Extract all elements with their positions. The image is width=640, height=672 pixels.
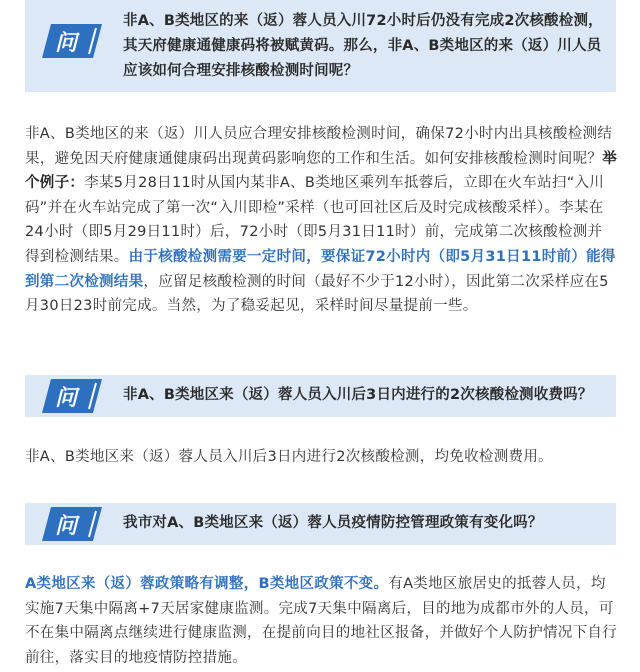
question-badge-icon [42, 507, 102, 541]
question-badge-glyph: 问 [54, 31, 78, 56]
answer-highlight: A类地区来（返）蓉政策略有调整，B类地区政策不变。 [25, 576, 389, 592]
question-badge-glyph: 问 [54, 386, 78, 411]
answer-text: 非A、B类地区的来（返）川人员应合理安排核酸检测时间，确保72小时内出具核酸检测结果，避免因天府健康通健康码出现黄码影响您的工作和生活。如何安排核酸检测时间呢？ [25, 126, 613, 167]
question-badge-glyph: 问 [54, 514, 78, 539]
answer-text: ，应留足核酸检测的时间（最好不少于12小时），因此第二次采样应在5月30日23时前完成。当然，为了稳妥起见，采样时间尽量提前一些。 [25, 273, 609, 315]
question-text: 非A、B类地区来（返）蓉人员入川后3日内进行的2次核酸检测收费吗？ [123, 387, 593, 403]
answer-paragraph-2 [25, 445, 617, 470]
question-text: 我市对A、B类地区来（返）蓉人员疫情防控管理政策有变化吗？ [123, 515, 543, 531]
question-badge-icon [42, 379, 102, 413]
answer-paragraph-1 [25, 122, 617, 319]
answer-text: 有A类地区旅居史的抵蓉人员，均实施7天集中隔离+7天居家健康监测。完成7天集中隔离后，目的地为成都市外的人员，可不在集中隔离点继续进行健康监测，在提前向目的地社区报备，并做好个人防护情况下自行前往，落实目的地疫情防控措施。 [25, 576, 617, 666]
answer-text: 非A、B类地区来（返）蓉人员入川后3日内进行2次核酸检测，均免收检测费用。 [25, 449, 553, 465]
answer-text: 李某5月28日11时从国内某非A、B类地区乘列车抵蓉后，立即在火车站扫“入川码”并在火车站完成了第一次“入川即检”采样（也可回社区后及时完成核酸采样）。李某在24小时（即5月29日11时）后，72小时（即5月31日11时）前，完成第二次核酸检测并得到检测结果。 [25, 175, 605, 265]
question-bar-1 [25, 0, 616, 92]
answer-highlight: 由于核酸检测需要一定时间，要保证72小时内（即5月31日11时前）能得到第二次检测结果 [25, 248, 616, 290]
question-badge-icon [42, 24, 102, 58]
question-text: 非A、B类地区的来（返）蓉人员入川72小时后仍没有完成2次核酸检测，其天府健康通健康码将被赋黄码。那么，非A、B类地区的来（返）川人员应该如何合理安排核酸检测时间呢？ [123, 13, 603, 79]
question-bar-3 [25, 503, 616, 545]
answer-paragraph-3 [25, 572, 617, 670]
question-bar-2 [25, 375, 616, 417]
example-label: 举个例子： [25, 150, 618, 192]
